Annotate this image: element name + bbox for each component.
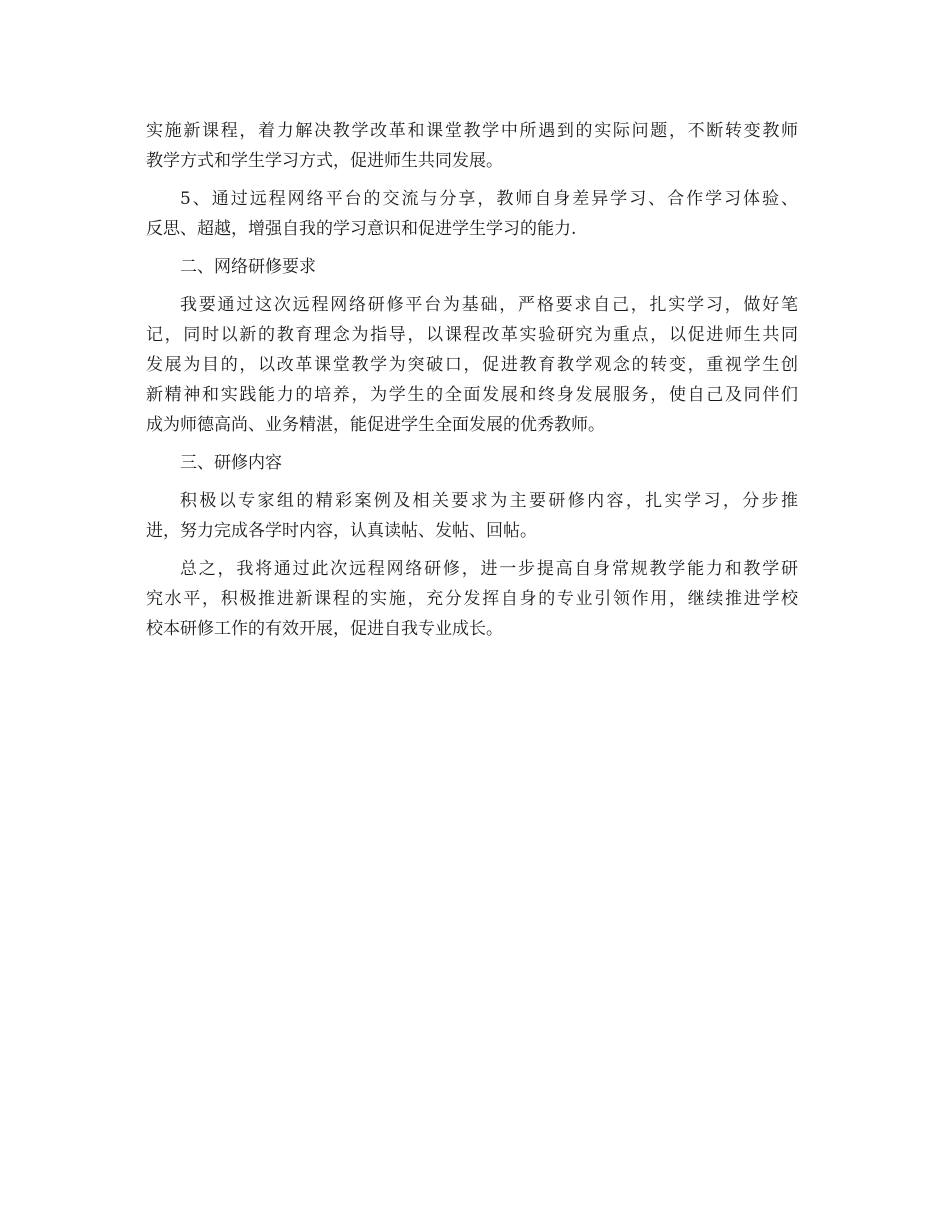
document-body bbox=[146, 116, 798, 652]
paragraph-line: 发展为目的，以改革课堂教学为突破口，促进教育教学观念的转变，重视学生创 bbox=[146, 355, 798, 375]
section-heading: 三、研修内容 bbox=[180, 453, 282, 473]
paragraph-item-5 bbox=[146, 184, 798, 244]
paragraph-line: 总之，我将通过此次远程网络研修，进一步提高自身常规教学能力和教学研 bbox=[180, 559, 798, 579]
paragraph-line: 积极以专家组的精彩案例及相关要求为主要研修内容，扎实学习，分步推 bbox=[180, 491, 798, 511]
paragraph-line: 反思、超越，增强自我的学习意识和促进学生学习的能力. bbox=[146, 219, 577, 239]
section-heading: 二、网络研修要求 bbox=[180, 257, 316, 277]
paragraph-line: 我要通过这次远程网络研修平台为基础，严格要求自己，扎实学习，做好笔 bbox=[180, 295, 798, 315]
paragraph-line: 新精神和实践能力的培养，为学生的全面发展和终身发展服务，使自己及同伴们 bbox=[146, 385, 798, 405]
paragraph-line: 教学方式和学生学习方式，促进师生共同发展。 bbox=[146, 151, 503, 171]
paragraph-line: 记，同时以新的教育理念为指导，以课程改革实验研究为重点，以促进师生共同 bbox=[146, 325, 798, 345]
paragraph-line: 成为师德高尚、业务精湛，能促进学生全面发展的优秀教师。 bbox=[146, 415, 605, 435]
paragraph-line: 校本研修工作的有效开展，促进自我专业成长。 bbox=[146, 619, 503, 639]
section-heading-requirements bbox=[146, 252, 798, 282]
paragraph-content bbox=[146, 486, 798, 546]
paragraph-line: 5、通过远程网络平台的交流与分享，教师自身差异学习、合作学习体验、 bbox=[180, 189, 798, 209]
paragraph-summary bbox=[146, 554, 798, 644]
paragraph-line: 实施新课程，着力解决教学改革和课堂教学中所遇到的实际问题，不断转变教师 bbox=[146, 121, 798, 141]
paragraph-line: 究水平，积极推进新课程的实施，充分发挥自身的专业引领作用，继续推进学校 bbox=[146, 589, 798, 609]
section-heading-content bbox=[146, 448, 798, 478]
paragraph-line: 进，努力完成各学时内容，认真读帖、发帖、回帖。 bbox=[146, 521, 537, 541]
paragraph-requirements bbox=[146, 290, 798, 440]
paragraph-continuation bbox=[146, 116, 798, 176]
